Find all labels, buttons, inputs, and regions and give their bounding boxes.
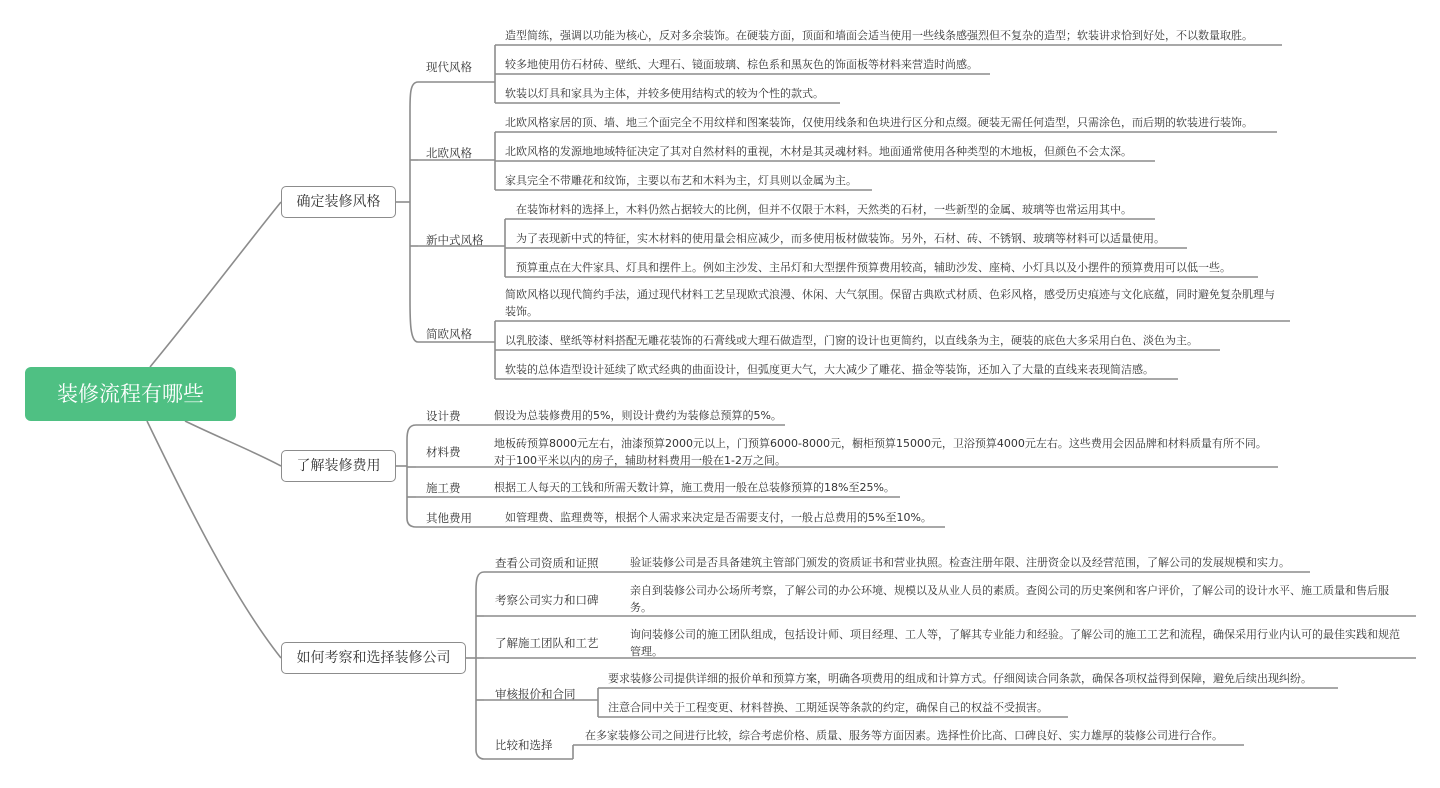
- leaf-construction-fee[interactable]: 根据工人每天的工钱和所需天数计算，施工费用一般在总装修预算的18%至25%。: [494, 481, 895, 494]
- subtopic-construction-team[interactable]: 了解施工团队和工艺: [495, 636, 599, 650]
- leaf-quote-contract-2[interactable]: 注意合同中关于工程变更、材料替换、工期延误等条款的约定，确保自己的权益不受损害。: [608, 701, 1048, 714]
- leaf-construction-team[interactable]: 询问装修公司的施工团队组成，包括设计师、项目经理、工人等，了解其专业能力和经验。了解公司的施工工艺和流程，确保采用行业内认可的最佳实践和规范管理。: [630, 628, 1400, 658]
- subtopic-check-qualification[interactable]: 查看公司资质和证照: [495, 556, 599, 570]
- leaf-simple-european-3[interactable]: 软装的总体造型设计延续了欧式经典的曲面设计，但弧度更大气，大大减少了雕花、描金等装饰，还加入了大量的直线来表现简洁感。: [505, 363, 1154, 376]
- leaf-new-chinese-2[interactable]: 为了表现新中式的特征，实木材料的使用量会相应减少，而多使用板材做装饰。另外，石材、砖、不锈钢、玻璃等材料可以适量使用。: [516, 232, 1165, 245]
- leaf-simple-european-1[interactable]: 简欧风格以现代简约手法，通过现代材料工艺呈现欧式浪漫、休闲、大气氛围。保留古典欧式材质、色彩风格，感受历史痕迹与文化底蕴，同时避免复杂肌理与装饰。: [505, 288, 1275, 318]
- subtopic-company-strength[interactable]: 考察公司实力和口碑: [495, 593, 599, 607]
- leaf-quote-contract-1[interactable]: 要求装修公司提供详细的报价单和预算方案，明确各项费用的组成和计算方式。仔细阅读合同条款，确保各项权益得到保障，避免后续出现纠纷。: [608, 672, 1312, 685]
- branch-choose-company[interactable]: 如何考察和选择装修公司: [281, 642, 466, 674]
- subtopic-compare-choose[interactable]: 比较和选择: [495, 738, 553, 752]
- subtopic-other-fee[interactable]: 其他费用: [426, 511, 472, 525]
- leaf-modern-1[interactable]: 造型简练，强调以功能为核心，反对多余装饰。在硬装方面，顶面和墙面会适当使用一些线条感强烈但不复杂的造型；软装讲求恰到好处，不以数量取胜。: [505, 29, 1253, 42]
- leaf-new-chinese-1[interactable]: 在装饰材料的选择上，木料仍然占据较大的比例，但并不仅限于木料，天然类的石材，一些新型的金属、玻璃等也常运用其中。: [516, 203, 1132, 216]
- subtopic-construction-fee[interactable]: 施工费: [426, 481, 461, 495]
- root-topic[interactable]: 装修流程有哪些: [25, 367, 236, 421]
- leaf-modern-2[interactable]: 较多地使用仿石材砖、壁纸、大理石、镜面玻璃、棕色系和黑灰色的饰面板等材料来营造时尚感。: [505, 58, 978, 71]
- leaf-compare-choose[interactable]: 在多家装修公司之间进行比较，综合考虑价格、质量、服务等方面因素。选择性价比高、口碑良好、实力雄厚的装修公司进行合作。: [585, 729, 1223, 742]
- leaf-check-qualification[interactable]: 验证装修公司是否具备建筑主管部门颁发的资质证书和营业执照。检查注册年限、注册资金以及经营范围，了解公司的发展规模和实力。: [630, 556, 1290, 569]
- leaf-other-fee[interactable]: 如管理费、监理费等，根据个人需求来决定是否需要支付，一般占总费用的5%至10%。: [505, 511, 932, 524]
- leaf-material-fee[interactable]: 地板砖预算8000元左右，油漆预算2000元以上，门预算6000-8000元，橱柜预算15000元，卫浴预算4000元左右。这些费用会因品牌和材料质量有所不同。对于100平米以内的房子，辅助材料费用一般在1-2万之间。: [494, 437, 1267, 467]
- subtopic-material-fee[interactable]: 材料费: [426, 445, 461, 459]
- leaf-nordic-1[interactable]: 北欧风格家居的顶、墙、地三个面完全不用纹样和图案装饰，仅使用线条和色块进行区分和点缀。硬装无需任何造型，只需涂色，而后期的软装进行装饰。: [505, 116, 1253, 129]
- leaf-simple-european-2[interactable]: 以乳胶漆、壁纸等材料搭配无雕花装饰的石膏线或大理石做造型，门窗的设计也更简约，以直线条为主，硬装的底色大多采用白色、淡色为主。: [505, 334, 1198, 347]
- subtopic-simple-european-style[interactable]: 简欧风格: [426, 327, 472, 341]
- subtopic-new-chinese-style[interactable]: 新中式风格: [426, 233, 484, 247]
- leaf-new-chinese-3[interactable]: 预算重点在大件家具、灯具和摆件上。例如主沙发、主吊灯和大型摆件预算费用较高，辅助沙发、座椅、小灯具以及小摆件的预算费用可以低一些。: [516, 261, 1231, 274]
- branch-decoration-style[interactable]: 确定装修风格: [281, 186, 396, 218]
- leaf-nordic-2[interactable]: 北欧风格的发源地地域特征决定了其对自然材料的重视，木材是其灵魂材料。地面通常使用各种类型的木地板，但颜色不会太深。: [505, 145, 1132, 158]
- subtopic-quote-contract[interactable]: 审核报价和合同: [495, 687, 576, 701]
- subtopic-design-fee[interactable]: 设计费: [426, 409, 461, 423]
- leaf-modern-3[interactable]: 软装以灯具和家具为主体，并较多使用结构式的较为个性的款式。: [505, 87, 824, 100]
- leaf-nordic-3[interactable]: 家具完全不带雕花和纹饰，主要以布艺和木料为主，灯具则以金属为主。: [505, 174, 857, 187]
- subtopic-modern-style[interactable]: 现代风格: [426, 60, 472, 74]
- subtopic-nordic-style[interactable]: 北欧风格: [426, 146, 472, 160]
- branch-decoration-cost[interactable]: 了解装修费用: [281, 450, 396, 482]
- leaf-company-strength[interactable]: 亲自到装修公司办公场所考察，了解公司的办公环境、规模以及从业人员的素质。查阅公司的历史案例和客户评价，了解公司的设计水平、施工质量和售后服务。: [630, 584, 1389, 614]
- leaf-design-fee[interactable]: 假设为总装修费用的5%，则设计费约为装修总预算的5%。: [494, 409, 782, 422]
